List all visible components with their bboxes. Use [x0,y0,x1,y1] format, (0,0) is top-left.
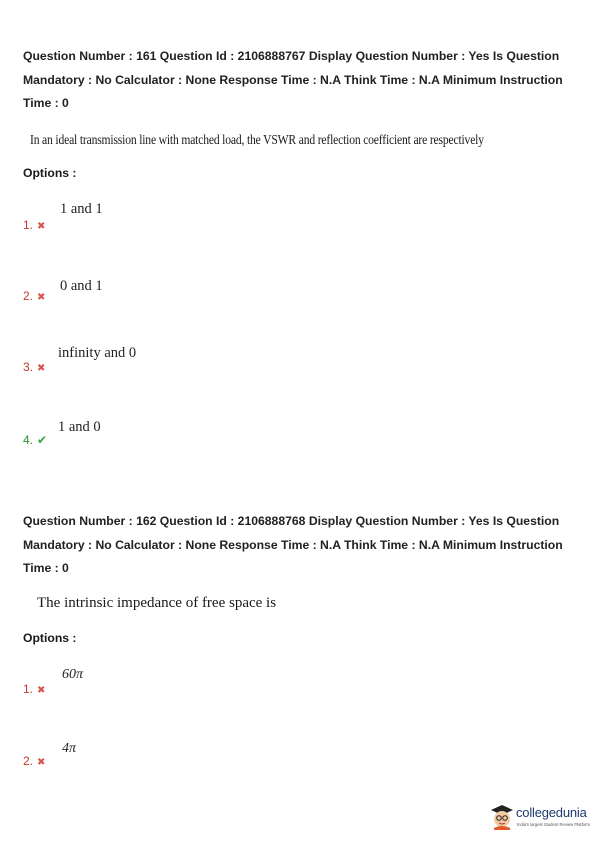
option-number-label: 1. [23,682,34,696]
wrong-icon: ✖ [37,292,46,303]
check-icon: ✔ [37,433,48,447]
option-number-label: 3. [23,360,34,374]
meta-line: Mandatory : No Calculator : None Response Time : N.A Think Time : N.A Minimum Instruction [23,72,563,87]
wrong-icon: ✖ [37,757,46,768]
logo-tagline: India's largest Student Review Platform [517,822,590,827]
option-text: infinity and 0 [58,345,137,361]
student-mascot-icon [489,802,515,830]
meta-line: Mandatory : No Calculator : None Response Time : N.A Think Time : N.A Minimum Instruction [23,537,563,552]
question-162-text: The intrinsic impedance of free space is [37,595,277,611]
option-text: 4π [62,741,77,756]
meta-line: Question Number : 162 Question Id : 2106888768 Display Question Number : Yes Is Question [23,514,560,528]
logo-name: collegedunia [516,805,587,820]
option-number [23,754,45,768]
option-number-label: 2. [23,289,34,303]
wrong-icon: ✖ [37,363,46,374]
option-number-label: 4. [23,433,34,447]
option-number [23,360,45,374]
option-number [23,682,45,696]
question-161-text: In an ideal transmission line with matched load, the VSWR and reflection coefficient are respectively [30,132,484,147]
option-number-label: 2. [23,754,34,768]
question-162-meta [23,510,583,581]
option-text: 1 and 1 [60,201,103,217]
option-text: 0 and 1 [60,278,103,294]
options-label: Options : [23,631,77,645]
option-number [23,289,45,303]
meta-line: Time : 0 [23,96,69,110]
meta-line: Question Number : 161 Question Id : 2106888767 Display Question Number : Yes Is Question [23,49,560,63]
wrong-icon: ✖ [37,685,46,696]
collegedunia-logo [489,801,593,835]
options-label: Options : [23,166,77,180]
question-161-meta [23,45,583,116]
option-number [23,218,45,232]
option-text: 1 and 0 [58,419,101,435]
wrong-icon: ✖ [37,221,46,232]
option-number [23,433,47,447]
option-text: 60π [62,667,84,682]
meta-line: Time : 0 [23,561,69,575]
option-number-label: 1. [23,218,34,232]
